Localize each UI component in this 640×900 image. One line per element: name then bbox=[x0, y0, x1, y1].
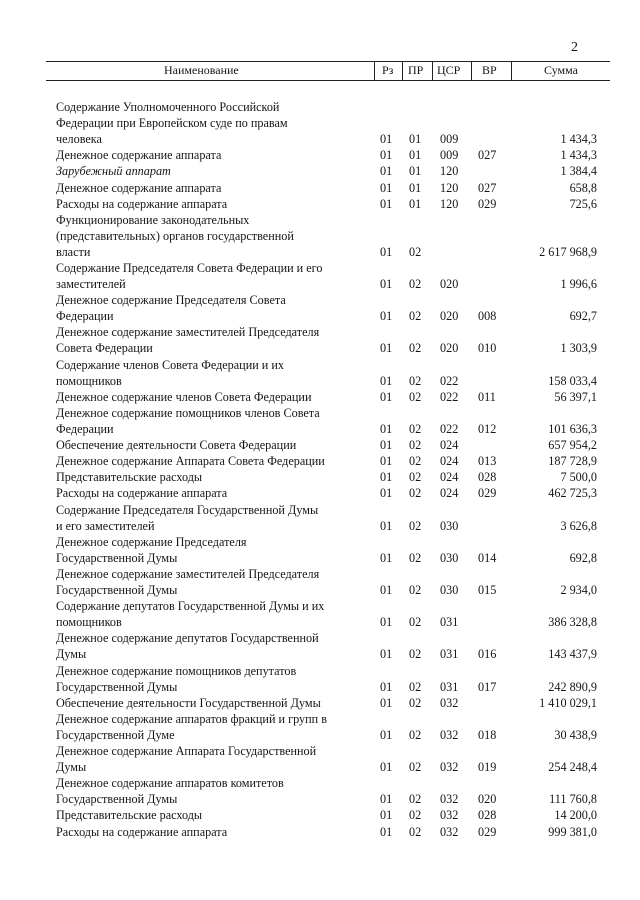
table-row bbox=[0, 775, 640, 807]
row-pr: 01 bbox=[409, 148, 422, 163]
row-sum: 657 954,2 bbox=[548, 438, 597, 453]
row-name-line: заместителей bbox=[56, 277, 126, 292]
row-sum: 7 500,0 bbox=[560, 470, 597, 485]
row-csr: 031 bbox=[440, 615, 459, 630]
row-sum: 111 760,8 bbox=[549, 792, 597, 807]
row-name-line: Денежное содержание Председателя bbox=[56, 534, 247, 549]
row-vr: 028 bbox=[478, 808, 497, 823]
row-name bbox=[56, 324, 374, 356]
header-vr: ВР bbox=[482, 63, 497, 77]
row-name-line: человека bbox=[56, 132, 102, 147]
row-sum: 3 626,8 bbox=[560, 518, 597, 533]
row-vr: 011 bbox=[478, 389, 496, 404]
row-sum: 2 934,0 bbox=[560, 582, 597, 597]
row-rz: 01 bbox=[380, 164, 393, 179]
row-pr: 02 bbox=[409, 792, 422, 807]
row-name-line: Расходы на содержание аппарата bbox=[56, 196, 228, 211]
row-name bbox=[56, 534, 374, 566]
table-row bbox=[0, 212, 640, 260]
column-divider bbox=[511, 62, 512, 80]
row-rz: 01 bbox=[380, 196, 393, 211]
row-sum: 1 996,6 bbox=[560, 277, 597, 292]
row-name bbox=[56, 695, 374, 711]
row-rz: 01 bbox=[380, 277, 393, 292]
row-name-line: Федерации bbox=[56, 309, 114, 324]
row-sum: 1 384,4 bbox=[560, 164, 597, 179]
row-name bbox=[56, 566, 374, 598]
table-row bbox=[0, 630, 640, 662]
row-name-line: помощников bbox=[56, 373, 122, 388]
row-name bbox=[56, 663, 374, 695]
row-pr: 02 bbox=[409, 760, 422, 775]
row-name bbox=[56, 775, 374, 807]
row-name-line: Содержание депутатов Государственной Думы и их bbox=[56, 599, 325, 614]
row-vr: 029 bbox=[478, 196, 497, 211]
row-rz: 01 bbox=[380, 373, 393, 388]
row-vr: 015 bbox=[478, 582, 497, 597]
table-row bbox=[0, 743, 640, 775]
row-vr: 029 bbox=[478, 824, 497, 839]
row-pr: 02 bbox=[409, 647, 422, 662]
table-row bbox=[0, 180, 640, 196]
row-vr: 010 bbox=[478, 341, 497, 356]
row-name-line: Содержание Уполномоченного Российской bbox=[56, 100, 280, 114]
row-rz: 01 bbox=[380, 695, 393, 710]
row-csr: 032 bbox=[440, 824, 459, 839]
row-csr: 030 bbox=[440, 582, 459, 597]
row-name bbox=[56, 630, 374, 662]
row-name bbox=[56, 743, 374, 775]
row-name-line: Зарубежный аппарат bbox=[56, 164, 171, 179]
row-name-line: Думы bbox=[56, 760, 87, 775]
row-name-line: Федерации bbox=[56, 421, 114, 436]
row-vr: 018 bbox=[478, 727, 497, 742]
row-name-line: Денежное содержание помощников депутатов bbox=[56, 663, 297, 678]
row-sum: 1 434,3 bbox=[560, 132, 597, 147]
row-csr: 020 bbox=[440, 341, 459, 356]
row-vr: 028 bbox=[478, 470, 497, 485]
table-row bbox=[0, 566, 640, 598]
row-sum: 999 381,0 bbox=[548, 824, 597, 839]
row-rz: 01 bbox=[380, 824, 393, 839]
row-rz: 01 bbox=[380, 679, 393, 694]
row-csr: 020 bbox=[440, 309, 459, 324]
row-name-line: Расходы на содержание аппарата bbox=[56, 824, 228, 839]
row-sum: 658,8 bbox=[569, 180, 597, 195]
row-name-line: Совета Федерации bbox=[56, 341, 153, 356]
row-name-line: Денежное содержание заместителей Председателя bbox=[56, 325, 320, 340]
row-name-line: Денежное содержание Аппарата Государственной bbox=[56, 744, 317, 758]
row-vr: 020 bbox=[478, 792, 497, 807]
table-row bbox=[0, 663, 640, 695]
row-name-line: Денежное содержание аппарата bbox=[56, 148, 222, 163]
table-row bbox=[0, 357, 640, 389]
row-rz: 01 bbox=[380, 760, 393, 775]
row-vr: 014 bbox=[478, 550, 497, 565]
row-csr: 032 bbox=[440, 760, 459, 775]
row-name bbox=[56, 99, 374, 147]
row-csr: 030 bbox=[440, 550, 459, 565]
row-pr: 02 bbox=[409, 244, 422, 259]
row-pr: 02 bbox=[409, 373, 422, 388]
page-number: 2 bbox=[571, 40, 578, 55]
row-name-line: Расходы на содержание аппарата bbox=[56, 486, 228, 501]
row-pr: 02 bbox=[409, 421, 422, 436]
table-row bbox=[0, 405, 640, 437]
row-vr: 019 bbox=[478, 760, 497, 775]
row-name-line: Представительские расходы bbox=[56, 808, 203, 823]
table-row bbox=[0, 502, 640, 534]
row-sum: 692,8 bbox=[569, 550, 597, 565]
row-vr: 016 bbox=[478, 647, 497, 662]
row-pr: 02 bbox=[409, 615, 422, 630]
table-row bbox=[0, 485, 640, 501]
row-pr: 02 bbox=[409, 454, 422, 469]
table-row bbox=[0, 324, 640, 356]
row-csr: 020 bbox=[440, 277, 459, 292]
row-name-line: Государственной Думы bbox=[56, 679, 178, 694]
row-name-line: помощников bbox=[56, 615, 122, 630]
row-sum: 462 725,3 bbox=[548, 486, 597, 501]
row-name bbox=[56, 598, 374, 630]
row-vr: 029 bbox=[478, 486, 497, 501]
row-csr: 009 bbox=[440, 148, 459, 163]
row-name-line: Государственной Думе bbox=[56, 727, 175, 742]
row-name bbox=[56, 292, 374, 324]
table-row bbox=[0, 807, 640, 823]
table-row bbox=[0, 598, 640, 630]
row-vr: 027 bbox=[478, 148, 497, 163]
row-name bbox=[56, 711, 374, 743]
row-pr: 02 bbox=[409, 486, 422, 501]
row-rz: 01 bbox=[380, 647, 393, 662]
row-name bbox=[56, 389, 374, 405]
header-name: Наименование bbox=[164, 63, 239, 77]
row-csr: 120 bbox=[440, 196, 459, 211]
row-csr: 022 bbox=[440, 389, 459, 404]
row-sum: 2 617 968,9 bbox=[539, 244, 597, 259]
row-pr: 02 bbox=[409, 679, 422, 694]
row-name-line: Содержание Председателя Государственной Думы bbox=[56, 502, 319, 517]
row-name-line: Денежное содержание заместителей Председателя bbox=[56, 566, 320, 581]
row-csr: 024 bbox=[440, 438, 459, 453]
row-rz: 01 bbox=[380, 244, 393, 259]
row-sum: 254 248,4 bbox=[548, 760, 597, 775]
row-pr: 02 bbox=[409, 470, 422, 485]
row-name bbox=[56, 469, 374, 485]
row-csr: 032 bbox=[440, 808, 459, 823]
table-row bbox=[0, 292, 640, 324]
row-name-line: Денежное содержание аппаратов фракций и групп в bbox=[56, 711, 327, 726]
column-divider bbox=[432, 62, 433, 80]
row-name-line: Обеспечение деятельности Государственной Думы bbox=[56, 695, 321, 710]
row-name bbox=[56, 502, 374, 534]
column-divider bbox=[402, 62, 403, 80]
table-row bbox=[0, 389, 640, 405]
column-divider bbox=[374, 62, 375, 80]
row-name-line: (представительных) органов государственной bbox=[56, 228, 294, 243]
table-row bbox=[0, 99, 640, 147]
header-rz: Рз bbox=[382, 63, 394, 77]
row-rz: 01 bbox=[380, 389, 393, 404]
row-csr: 024 bbox=[440, 454, 459, 469]
row-csr: 022 bbox=[440, 373, 459, 388]
column-divider bbox=[471, 62, 472, 80]
row-pr: 02 bbox=[409, 341, 422, 356]
row-name-line: Денежное содержание Председателя Совета bbox=[56, 293, 286, 308]
row-rz: 01 bbox=[380, 550, 393, 565]
row-name bbox=[56, 485, 374, 501]
row-name-line: Денежное содержание депутатов Государственной bbox=[56, 631, 319, 646]
row-csr: 032 bbox=[440, 695, 459, 710]
row-name bbox=[56, 260, 374, 292]
row-name-line: власти bbox=[56, 244, 91, 259]
row-name bbox=[56, 163, 374, 179]
row-rz: 01 bbox=[380, 727, 393, 742]
row-csr: 022 bbox=[440, 421, 459, 436]
row-sum: 187 728,9 bbox=[548, 454, 597, 469]
row-csr: 031 bbox=[440, 679, 459, 694]
row-sum: 101 636,3 bbox=[548, 421, 597, 436]
table-row bbox=[0, 196, 640, 212]
row-rz: 01 bbox=[380, 341, 393, 356]
row-rz: 01 bbox=[380, 421, 393, 436]
row-rz: 01 bbox=[380, 148, 393, 163]
row-name-line: Думы bbox=[56, 647, 87, 662]
row-name bbox=[56, 824, 374, 840]
row-name-line: Федерации при Европейском суде по правам bbox=[56, 116, 288, 131]
row-name-line: Денежное содержание Аппарата Совета Федерации bbox=[56, 454, 325, 469]
row-sum: 143 437,9 bbox=[548, 647, 597, 662]
row-pr: 01 bbox=[409, 132, 422, 147]
row-pr: 02 bbox=[409, 389, 422, 404]
table-row bbox=[0, 534, 640, 566]
row-name-line: Государственной Думы bbox=[56, 582, 178, 597]
row-vr: 013 bbox=[478, 454, 497, 469]
row-pr: 02 bbox=[409, 309, 422, 324]
row-rz: 01 bbox=[380, 792, 393, 807]
row-rz: 01 bbox=[380, 309, 393, 324]
row-name bbox=[56, 357, 374, 389]
row-name-line: Денежное содержание членов Совета Федерации bbox=[56, 389, 312, 404]
row-sum: 14 200,0 bbox=[554, 808, 597, 823]
row-name-line: Функционирование законодательных bbox=[56, 212, 250, 227]
row-csr: 032 bbox=[440, 727, 459, 742]
row-pr: 02 bbox=[409, 550, 422, 565]
row-csr: 009 bbox=[440, 132, 459, 147]
row-sum: 30 438,9 bbox=[554, 727, 597, 742]
row-name bbox=[56, 453, 374, 469]
row-name-line: Содержание членов Совета Федерации и их bbox=[56, 357, 284, 372]
row-name-line: Денежное содержание аппарата bbox=[56, 180, 222, 195]
row-csr: 030 bbox=[440, 518, 459, 533]
row-csr: 120 bbox=[440, 180, 459, 195]
row-name-line: Обеспечение деятельности Совета Федерации bbox=[56, 438, 297, 453]
row-vr: 012 bbox=[478, 421, 497, 436]
header-csr: ЦСР bbox=[437, 63, 461, 77]
row-csr: 031 bbox=[440, 647, 459, 662]
row-pr: 02 bbox=[409, 582, 422, 597]
row-name bbox=[56, 196, 374, 212]
row-vr: 008 bbox=[478, 309, 497, 324]
row-rz: 01 bbox=[380, 438, 393, 453]
row-sum: 242 890,9 bbox=[548, 679, 597, 694]
table-row bbox=[0, 711, 640, 743]
row-pr: 02 bbox=[409, 277, 422, 292]
row-rz: 01 bbox=[380, 132, 393, 147]
row-name-line: Государственной Думы bbox=[56, 792, 178, 807]
table-row bbox=[0, 469, 640, 485]
row-name-line: Содержание Председателя Совета Федерации и его bbox=[56, 261, 323, 275]
row-rz: 01 bbox=[380, 615, 393, 630]
table-row bbox=[0, 163, 640, 179]
row-name bbox=[56, 180, 374, 196]
row-name bbox=[56, 807, 374, 823]
row-sum: 1 410 029,1 bbox=[539, 695, 597, 710]
row-csr: 024 bbox=[440, 470, 459, 485]
table-header bbox=[46, 61, 610, 81]
row-pr: 01 bbox=[409, 180, 422, 195]
row-name-line: Представительские расходы bbox=[56, 470, 203, 485]
row-pr: 02 bbox=[409, 438, 422, 453]
header-sum: Сумма bbox=[544, 63, 578, 77]
row-name bbox=[56, 212, 374, 260]
row-pr: 01 bbox=[409, 164, 422, 179]
table-row bbox=[0, 437, 640, 453]
row-rz: 01 bbox=[380, 454, 393, 469]
header-pr: ПР bbox=[408, 63, 424, 77]
row-pr: 02 bbox=[409, 518, 422, 533]
row-csr: 024 bbox=[440, 486, 459, 501]
row-sum: 1 434,3 bbox=[560, 148, 597, 163]
row-name-line: Денежное содержание помощников членов Совета bbox=[56, 405, 320, 420]
row-name-line: Государственной Думы bbox=[56, 550, 178, 565]
row-pr: 02 bbox=[409, 808, 422, 823]
row-name bbox=[56, 437, 374, 453]
row-csr: 120 bbox=[440, 164, 459, 179]
table-row bbox=[0, 824, 640, 840]
row-rz: 01 bbox=[380, 582, 393, 597]
row-pr: 02 bbox=[409, 727, 422, 742]
row-sum: 158 033,4 bbox=[548, 373, 597, 388]
table-row bbox=[0, 695, 640, 711]
row-vr: 027 bbox=[478, 180, 497, 195]
table-row bbox=[0, 453, 640, 469]
table-row bbox=[0, 260, 640, 292]
row-rz: 01 bbox=[380, 180, 393, 195]
row-pr: 02 bbox=[409, 824, 422, 839]
row-sum: 386 328,8 bbox=[548, 615, 597, 630]
row-sum: 56 397,1 bbox=[554, 389, 597, 404]
row-name bbox=[56, 405, 374, 437]
row-csr: 032 bbox=[440, 792, 459, 807]
row-sum: 1 303,9 bbox=[560, 341, 597, 356]
row-name-line: и его заместителей bbox=[56, 518, 155, 533]
row-vr: 017 bbox=[478, 679, 497, 694]
row-name-line: Денежное содержание аппаратов комитетов bbox=[56, 776, 284, 791]
row-rz: 01 bbox=[380, 470, 393, 485]
row-name bbox=[56, 147, 374, 163]
row-rz: 01 bbox=[380, 808, 393, 823]
row-sum: 725,6 bbox=[569, 196, 597, 211]
row-pr: 01 bbox=[409, 196, 422, 211]
table-row bbox=[0, 147, 640, 163]
row-sum: 692,7 bbox=[569, 309, 597, 324]
row-rz: 01 bbox=[380, 518, 393, 533]
row-pr: 02 bbox=[409, 695, 422, 710]
row-rz: 01 bbox=[380, 486, 393, 501]
